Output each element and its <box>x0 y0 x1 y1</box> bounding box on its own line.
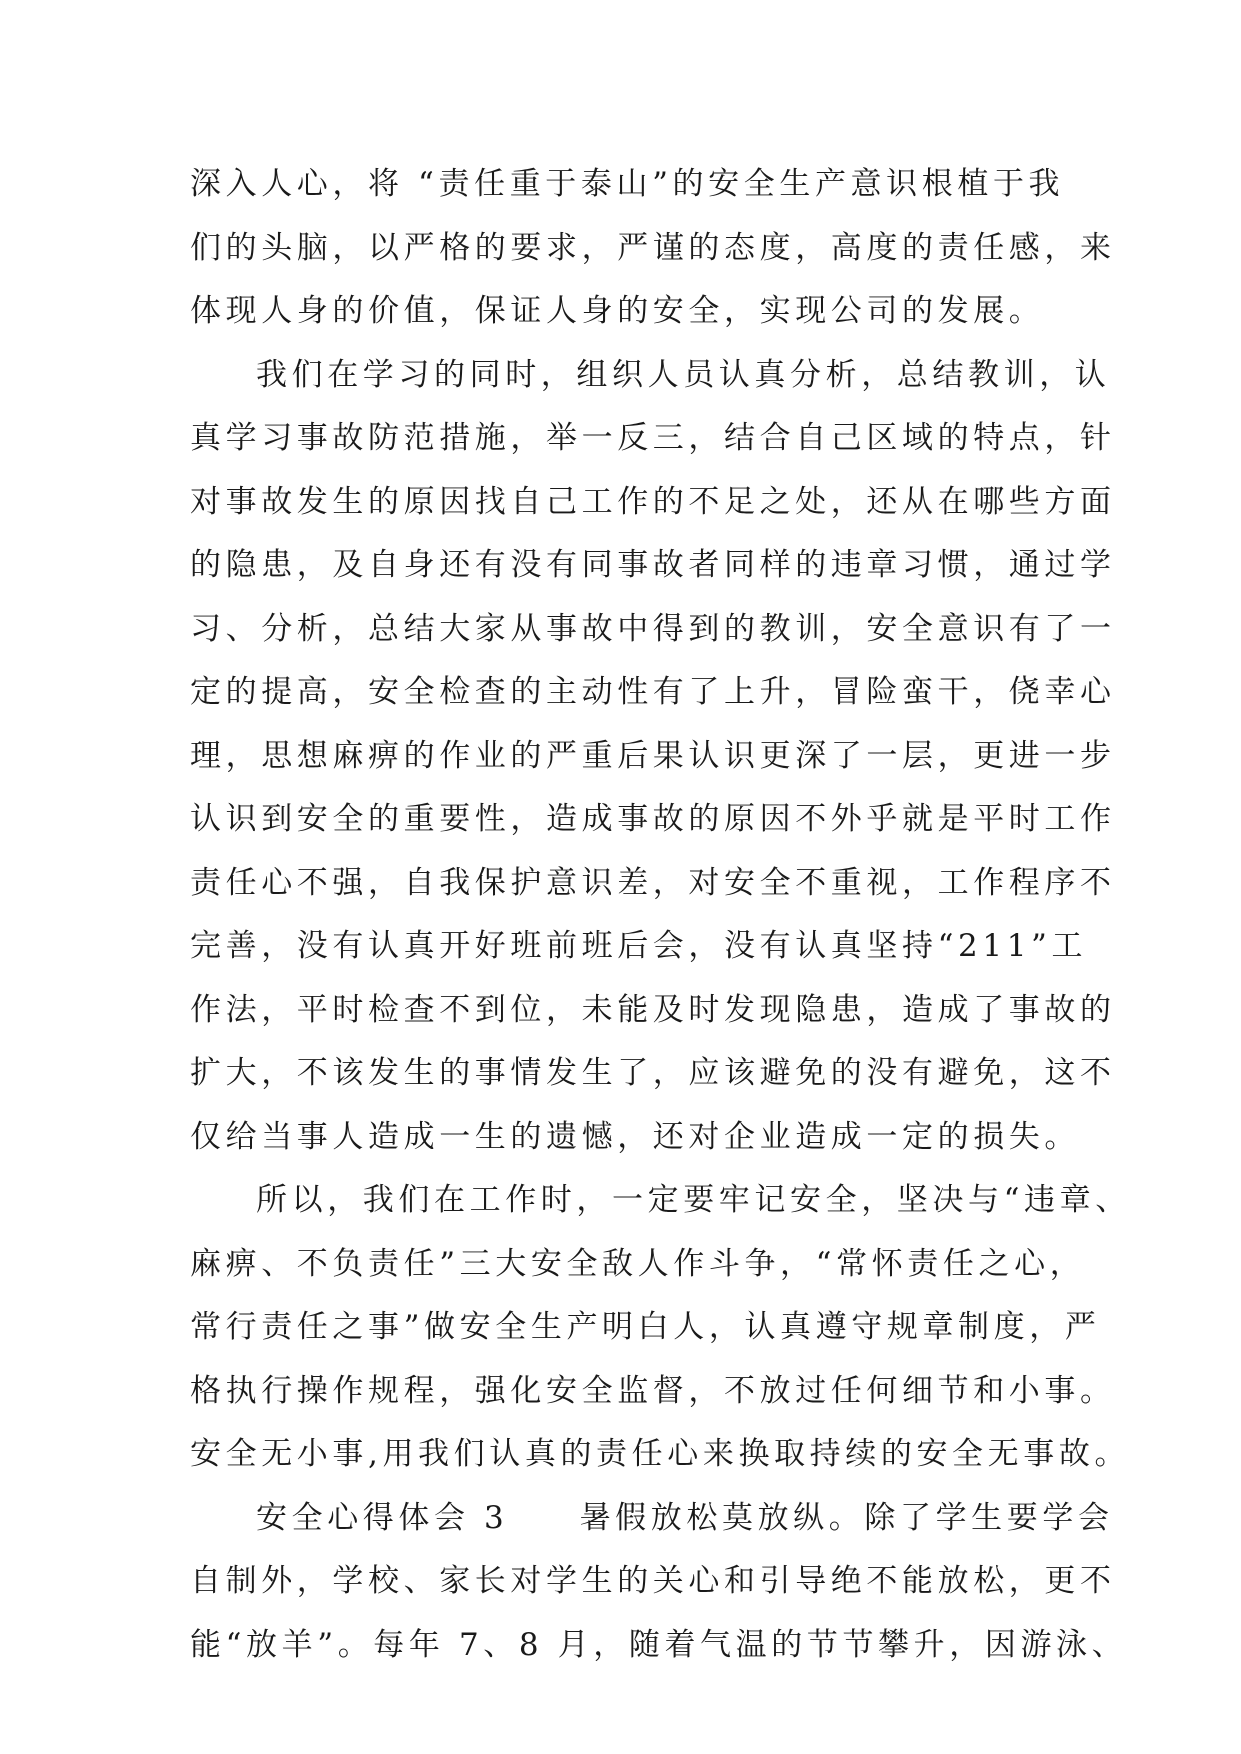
body-text <box>190 153 1131 1677</box>
text-line: 仅给当事人造成一生的遗憾，还对企业造成一定的损失。 <box>190 1118 1080 1155</box>
text-line: 们的头脑，以严格的要求，严谨的态度，高度的责任感，来 <box>190 229 1116 266</box>
text-line: 深入人心，将 “责任重于泰山”的安全生产意识根植于我 <box>190 166 1065 202</box>
text-line: 习、分析，总结大家从事故中得到的教训，安全意识有了一 <box>190 610 1116 647</box>
paragraph-start-line: 所以，我们在工作时，一定要牢记安全，坚决与“违章、 <box>256 1182 1131 1218</box>
text-line: 理，思想麻痹的作业的严重后果认识更深了一层，更进一步 <box>190 737 1116 774</box>
text-line: 安全无小事,用我们认真的责任心来换取持续的安全无事故。 <box>190 1436 1131 1472</box>
text-line: 能“放羊”。每年 7、8 月，随着气温的节节攀升，因游泳、 <box>190 1626 1128 1663</box>
text-line: 完善，没有认真开好班前班后会，没有认真坚持“211”工 <box>190 928 1088 964</box>
text-line: 自制外，学校、家长对学生的关心和引导绝不能放松，更不 <box>190 1563 1116 1599</box>
text-line: 责任心不强，自我保护意识差，对安全不重视，工作程序不 <box>190 864 1116 901</box>
text-line: 作法，平时检查不到位，未能及时发现隐患，造成了事故的 <box>190 991 1116 1028</box>
text-line: 定的提高，安全检查的主动性有了上升，冒险蛮干，侥幸心 <box>190 674 1116 710</box>
text-line: 的隐患，及自身还有没有同事故者同样的违章习惯，通过学 <box>190 547 1116 583</box>
text-line: 扩大，不该发生的事情发生了，应该避免的没有避免，这不 <box>190 1055 1116 1091</box>
text-line: 格执行操作规程，强化安全监督，不放过任何细节和小事。 <box>190 1372 1116 1409</box>
text-line: 真学习事故防范措施，举一反三，结合自己区域的特点，针 <box>190 420 1116 456</box>
text-line: 体现人身的价值，保证人身的安全，实现公司的发展。 <box>190 293 1045 329</box>
text-line: 对事故发生的原因找自己工作的不足之处，还从在哪些方面 <box>190 483 1116 520</box>
text-line: 麻痹、不负责任”三大安全敌人作斗争，“常怀责任之心， <box>190 1245 1086 1282</box>
paragraph-start-line: 安全心得体会 3 暑假放松莫放纵。除了学生要学会 <box>256 1499 1114 1536</box>
text-line: 常行责任之事”做安全生产明白人，认真遵守规章制度，严 <box>190 1309 1101 1345</box>
paragraph-start-line: 我们在学习的同时，组织人员认真分析，总结教训，认 <box>256 356 1111 393</box>
text-line: 认识到安全的重要性，造成事故的原因不外乎就是平时工作 <box>190 801 1116 837</box>
